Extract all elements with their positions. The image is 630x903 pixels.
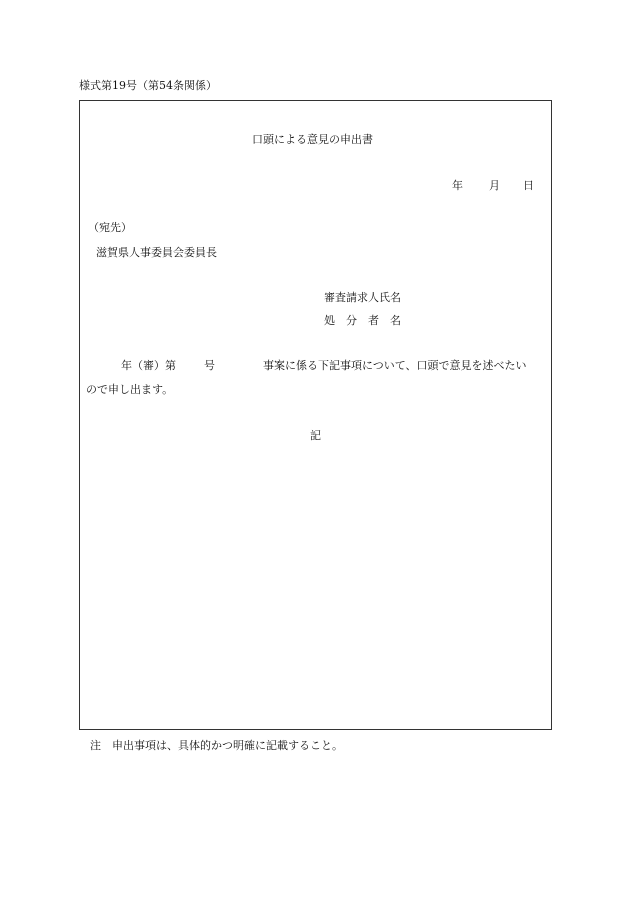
date-year-label: 年 bbox=[452, 179, 463, 192]
date-month-label: 月 bbox=[489, 179, 500, 192]
body-line-1: 事案に係る下記事項について、口頭で意見を述べたい bbox=[263, 359, 527, 372]
case-number-suffix: 号 bbox=[204, 359, 215, 372]
form-box bbox=[79, 100, 552, 730]
form-title: 口頭による意見の申出書 bbox=[252, 133, 373, 146]
case-year-label: 年（審）第 bbox=[121, 359, 176, 372]
footnote: 注 申出事項は、具体的かつ明確に記載すること。 bbox=[90, 739, 343, 752]
ki-heading: 記 bbox=[310, 429, 321, 442]
body-line-2: ので申し出ます。 bbox=[86, 383, 174, 396]
date-day-label: 日 bbox=[523, 179, 534, 192]
addressee-label: （宛先） bbox=[88, 221, 132, 234]
requester-name-label: 審査請求人氏名 bbox=[324, 291, 401, 304]
disposer-name-label: 処 分 者 名 bbox=[324, 314, 401, 327]
addressee-name: 滋賀県人事委員会委員長 bbox=[96, 246, 217, 259]
form-number: 様式第19号（第54条関係） bbox=[79, 79, 217, 92]
